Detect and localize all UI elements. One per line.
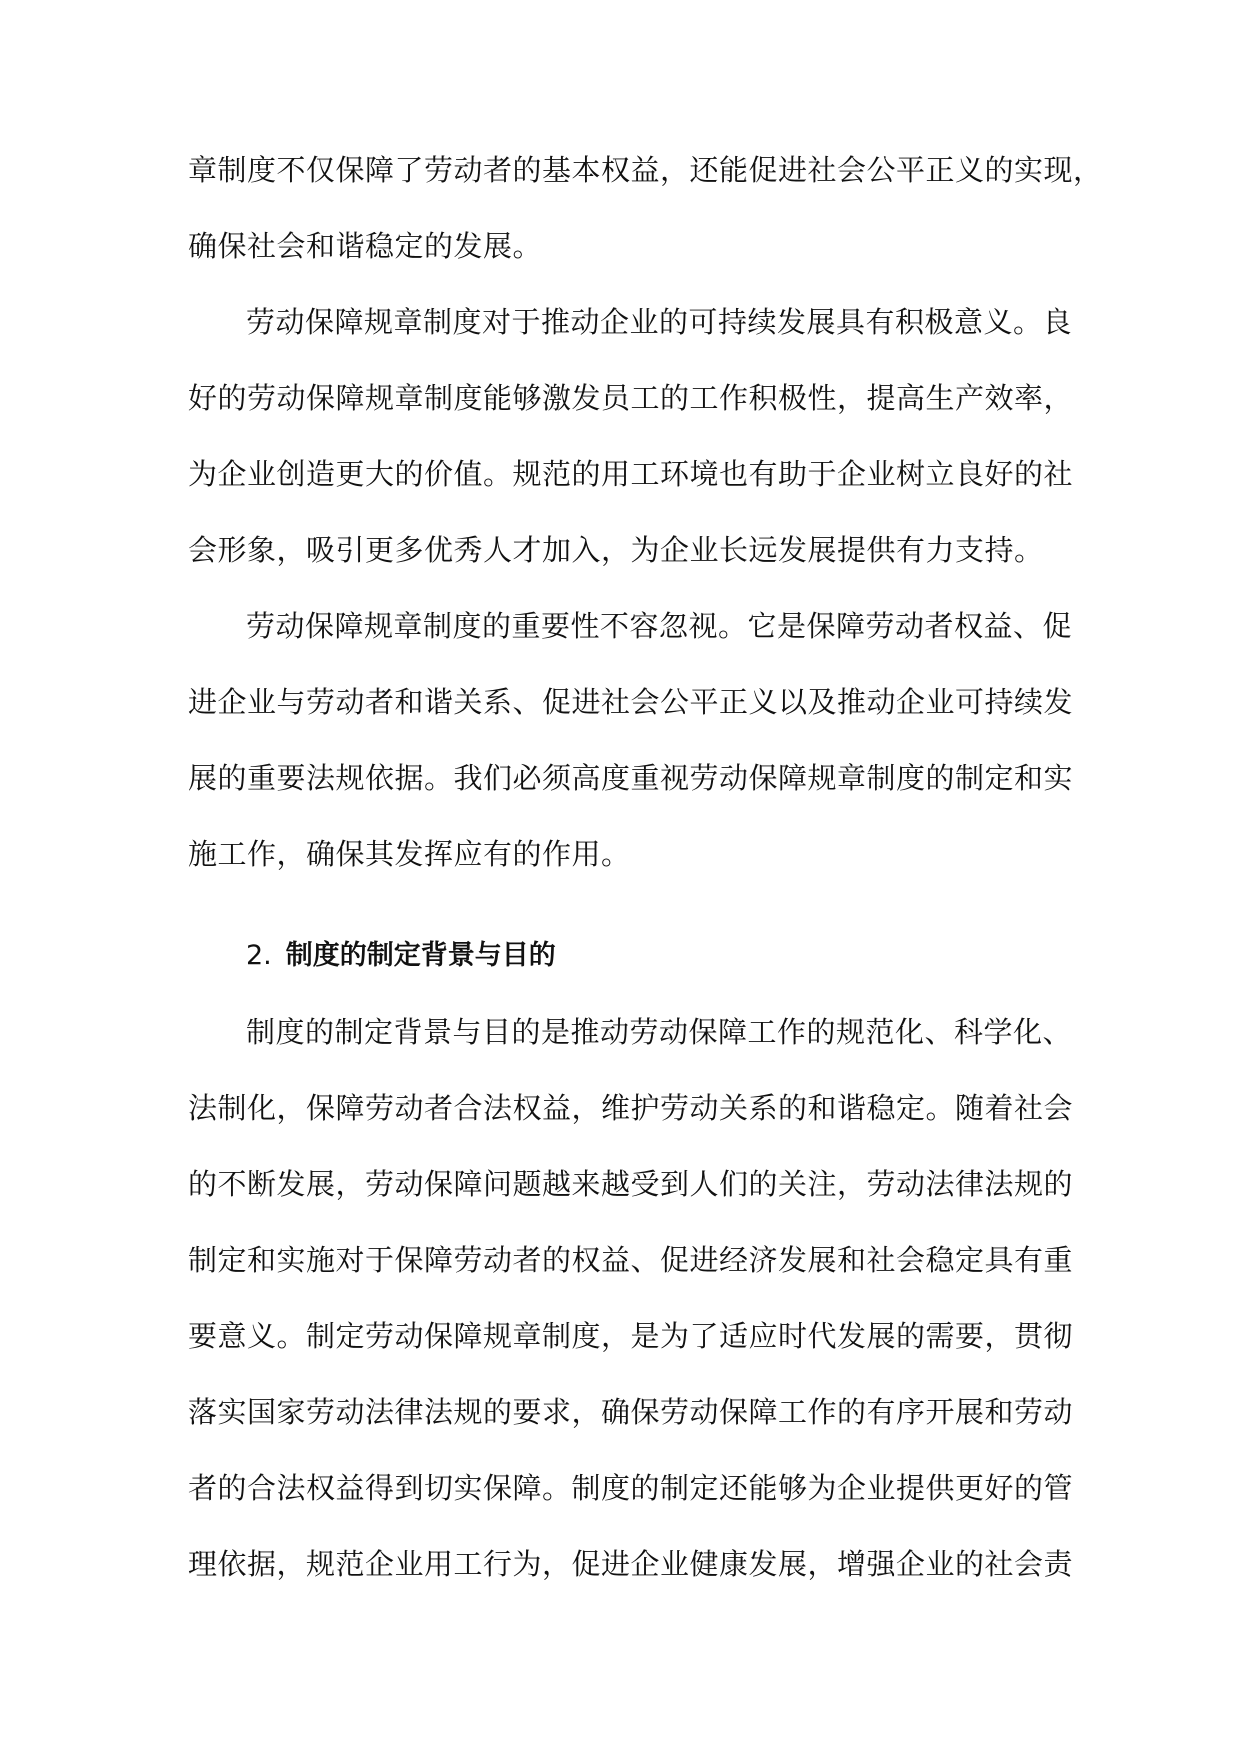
paragraph-line: 好的劳动保障规章制度能够激发员工的工作积极性，提高生产效率， bbox=[188, 381, 1074, 415]
section-title: 制度的制定背景与目的 bbox=[285, 940, 556, 971]
paragraph-line: 落实国家劳动法律法规的要求，确保劳动保障工作的有序开展和劳动 bbox=[188, 1395, 1074, 1429]
paragraph-line: 的不断发展，劳动保障问题越来越受到人们的关注，劳动法律法规的 bbox=[188, 1167, 1074, 1201]
paragraph-line: 劳动保障规章制度的重要性不容忽视。它是保障劳动者权益、促 bbox=[246, 609, 1073, 643]
paragraph-line: 为企业创造更大的价值。规范的用工环境也有助于企业树立良好的社 bbox=[188, 457, 1074, 491]
section-number: 2. bbox=[246, 940, 272, 971]
paragraph-line: 展的重要法规依据。我们必须高度重视劳动保障规章制度的制定和实 bbox=[188, 761, 1074, 795]
paragraph-line: 劳动保障规章制度对于推动企业的可持续发展具有积极意义。良 bbox=[246, 305, 1073, 339]
paragraph-line: 制度的制定背景与目的是推动劳动保障工作的规范化、科学化、 bbox=[246, 1015, 1073, 1049]
paragraph-line: 确保社会和谐稳定的发展。 bbox=[188, 229, 543, 263]
paragraph-line: 进企业与劳动者和谐关系、促进社会公平正义以及推动企业可持续发 bbox=[188, 685, 1074, 719]
section-heading bbox=[246, 936, 556, 976]
paragraph-line: 要意义。制定劳动保障规章制度，是为了适应时代发展的需要，贯彻 bbox=[188, 1319, 1074, 1353]
paragraph-line: 章制度不仅保障了劳动者的基本权益，还能促进社会公平正义的实现， bbox=[188, 153, 1103, 187]
paragraph-line: 施工作，确保其发挥应有的作用。 bbox=[188, 837, 631, 871]
paragraph-line: 法制化，保障劳动者合法权益，维护劳动关系的和谐稳定。随着社会 bbox=[188, 1091, 1074, 1125]
paragraph-line: 会形象，吸引更多优秀人才加入，为企业长远发展提供有力支持。 bbox=[188, 533, 1044, 567]
paragraph-line: 者的合法权益得到切实保障。制度的制定还能够为企业提供更好的管 bbox=[188, 1471, 1074, 1505]
paragraph-line: 制定和实施对于保障劳动者的权益、促进经济发展和社会稳定具有重 bbox=[188, 1243, 1074, 1277]
paragraph-line: 理依据，规范企业用工行为，促进企业健康发展，增强企业的社会责 bbox=[188, 1547, 1074, 1581]
